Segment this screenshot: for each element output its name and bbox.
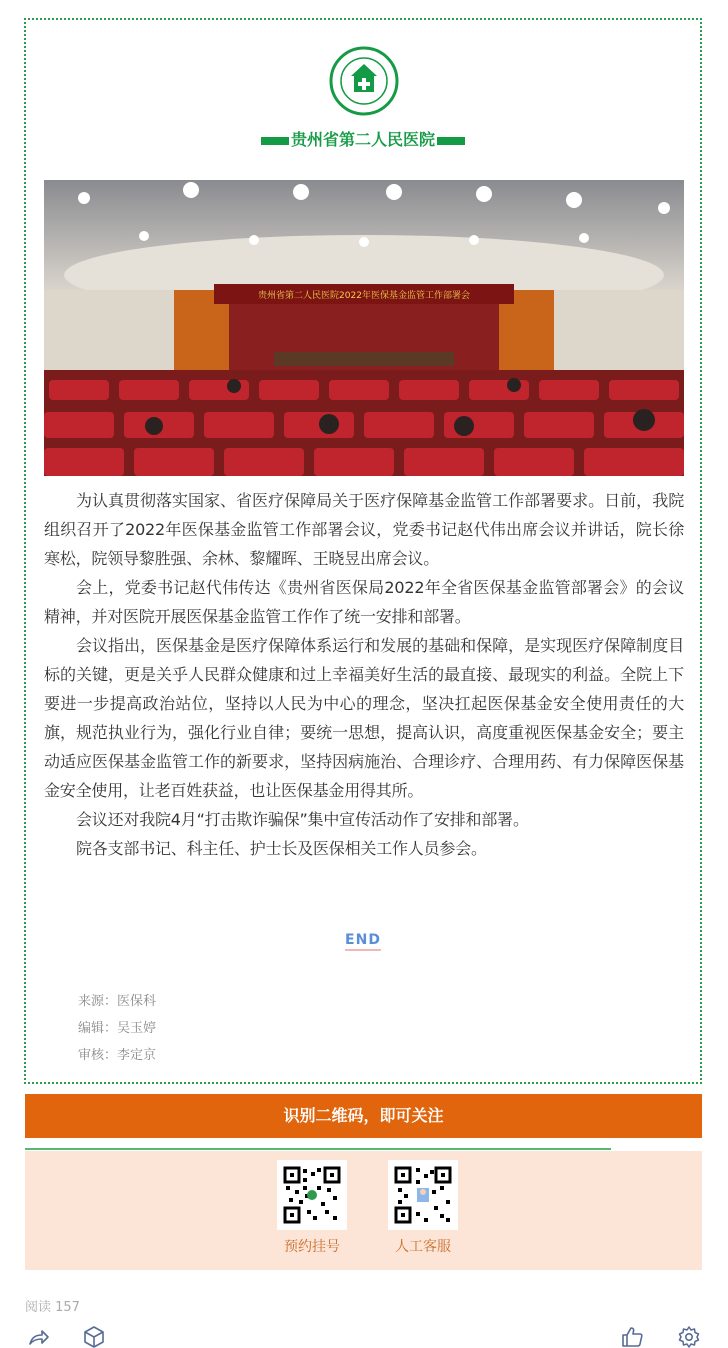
qr-appointment[interactable] — [270, 1160, 354, 1256]
qr-code-icon — [394, 1166, 452, 1224]
cube-icon[interactable] — [82, 1325, 106, 1348]
hospital-name: 贵州省第二人民医院 — [290, 130, 435, 149]
settings-icon[interactable] — [677, 1325, 701, 1348]
qr-code-appointment[interactable] — [277, 1160, 347, 1230]
article-body — [44, 486, 684, 863]
article-meta — [78, 988, 156, 1069]
article-paragraph: 会上，党委书记赵代伟传达《贵州省医保局2022年全省医保基金监管部署会》的会议精神，并对医院开展医保基金监管工作作了统一安排和部署。 — [44, 578, 684, 626]
end-label: END — [345, 932, 381, 951]
meta-editor: 编辑：吴玉婷 — [78, 1021, 157, 1036]
banner-text: 贵州省第二人民医院2022年医保基金监管工作部署会 — [258, 291, 470, 301]
meta-reviewer: 审核：李定京 — [78, 1048, 157, 1063]
divider-line — [25, 1148, 611, 1150]
read-count: 阅读 157 — [25, 1300, 80, 1315]
title-bar-left — [261, 137, 289, 145]
article-paragraph: 会议还对我院4月“打击欺诈骗保”集中宣传活动作了安排和部署。 — [76, 810, 529, 829]
qr-label-customer-service: 人工客服 — [395, 1239, 451, 1255]
qr-panel — [25, 1151, 702, 1270]
article-card — [24, 18, 702, 1084]
like-icon[interactable] — [620, 1325, 644, 1348]
end-marker — [26, 932, 700, 948]
article-paragraph: 为认真贯彻落实国家、省医疗保障局关于医疗保障基金监管工作部署要求。日前，我院组织召开了2022年医保基金监管工作部署会议，党委书记赵代伟出席会议并讲话，院长徐寒松，院领导黎胜强、余林、黎耀晖、王晓昱出席会议。 — [44, 491, 684, 568]
conference-photo — [44, 180, 684, 476]
follow-banner: 识别二维码，即可关注 — [25, 1094, 702, 1138]
hospital-title — [26, 128, 700, 152]
qr-code-icon — [283, 1166, 341, 1224]
share-icon[interactable] — [26, 1325, 50, 1348]
qr-code-customer-service[interactable] — [388, 1160, 458, 1230]
qr-customer-service[interactable] — [381, 1160, 465, 1256]
meta-source: 来源：医保科 — [78, 994, 157, 1009]
qr-label-appointment: 预约挂号 — [284, 1239, 340, 1255]
hospital-logo — [329, 46, 399, 116]
title-bar-right — [437, 137, 465, 145]
article-paragraph: 院各支部书记、科主任、护士长及医保相关工作人员参会。 — [76, 839, 487, 858]
article-paragraph: 会议指出，医保基金是医疗保障体系运行和发展的基础和保障，是实现医疗保障制度目标的关键，更是关乎人民群众健康和过上幸福美好生活的最直接、最现实的利益。全院上下要进一步提高政治站位，坚持以人民为中心的理念，坚决扛起医保基金安全使用责任的大旗，规范执业行为，强化行业自律；要统一思想，提高认识，高度重视医保基金安全；要主动适应医保基金监管工作的新要求，坚持因病施治、合理诊疗、合理用药、有力保障医保基金安全使用，让老百姓获益，也让医保基金用得其所。 — [44, 636, 684, 800]
